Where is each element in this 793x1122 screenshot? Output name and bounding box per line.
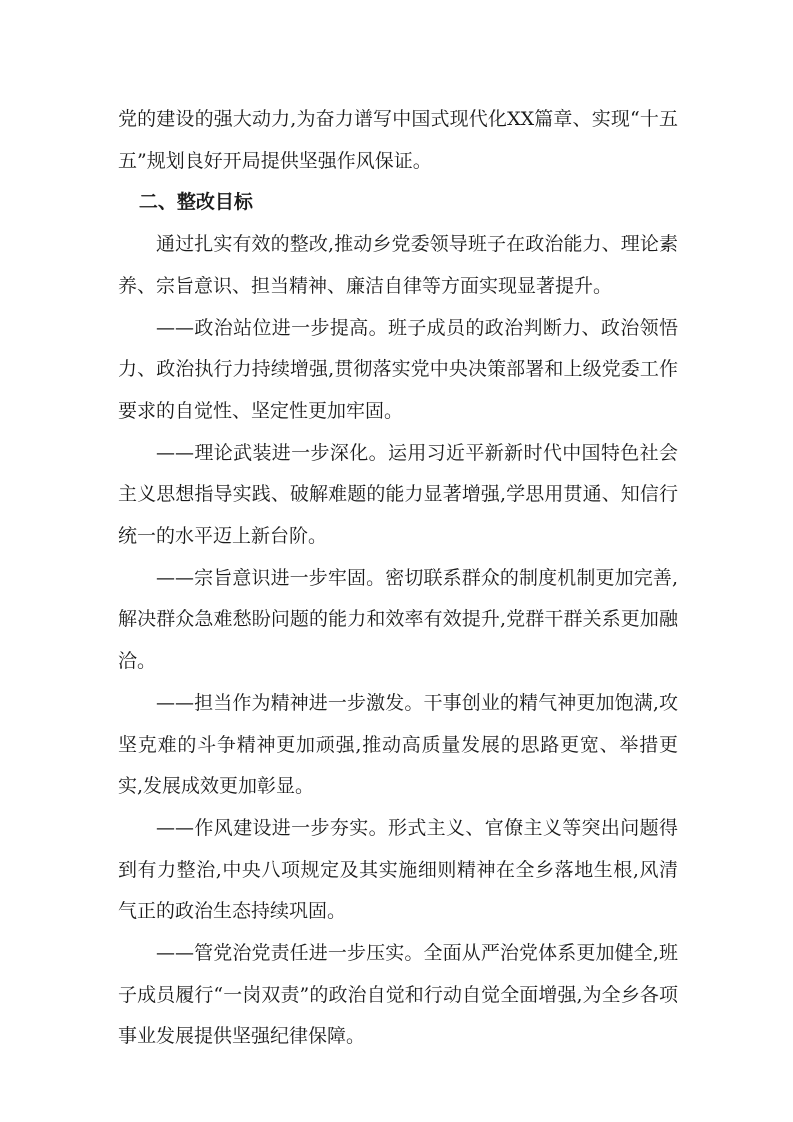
paragraph-goal-work-style: ——作风建设进一步夯实。形式主义、官僚主义等突出问题得到有力整治,中央八项规定及其实施细则精神在全乡落地生根,风清气正的政治生态持续巩固。 [118, 816, 678, 923]
paragraph-goal-purpose: ——宗旨意识进一步牢固。密切联系群众的制度机制更加完善,解决群众急难愁盼问题的能力和效率有效提升,党群干群关系更加融洽。 [118, 566, 678, 673]
section-heading: 二、整改目标 [138, 191, 253, 214]
paragraph-continuation: 党的建设的强大动力,为奋力谱写中国式现代化XX篇章、实现“十五五”规划良好开局提供坚强作风保证。 [118, 108, 678, 172]
paragraph-goal-theory: ——理论武装进一步深化。运用习近平新新时代中国特色社会主义思想指导实践、破解难题的能力显著增强,学思用贯通、知信行统一的水平迈上新台阶。 [118, 441, 678, 548]
document-body [118, 99, 678, 1058]
paragraph-intro: 通过扎实有效的整改,推动乡党委领导班子在政治能力、理论素养、宗旨意识、担当精神、廉洁自律等方面实现显著提升。 [118, 233, 678, 297]
paragraph-goal-responsibility: ——担当作为精神进一步激发。干事创业的精气神更加饱满,攻坚克难的斗争精神更加顽强,推动高质量发展的思路更宽、举措更实,发展成效更加彰显。 [118, 691, 678, 798]
paragraph-goal-political-stance: ——政治站位进一步提高。班子成员的政治判断力、政治领悟力、政治执行力持续增强,贯彻落实党中央决策部署和上级党委工作要求的自觉性、坚定性更加牢固。 [118, 316, 678, 422]
paragraph-goal-party-governance: ——管党治党责任进一步压实。全面从严治党体系更加健全,班子成员履行“一岗双责”的政治自觉和行动自觉全面增强,为全乡各项事业发展提供坚强纪律保障。 [118, 942, 678, 1048]
